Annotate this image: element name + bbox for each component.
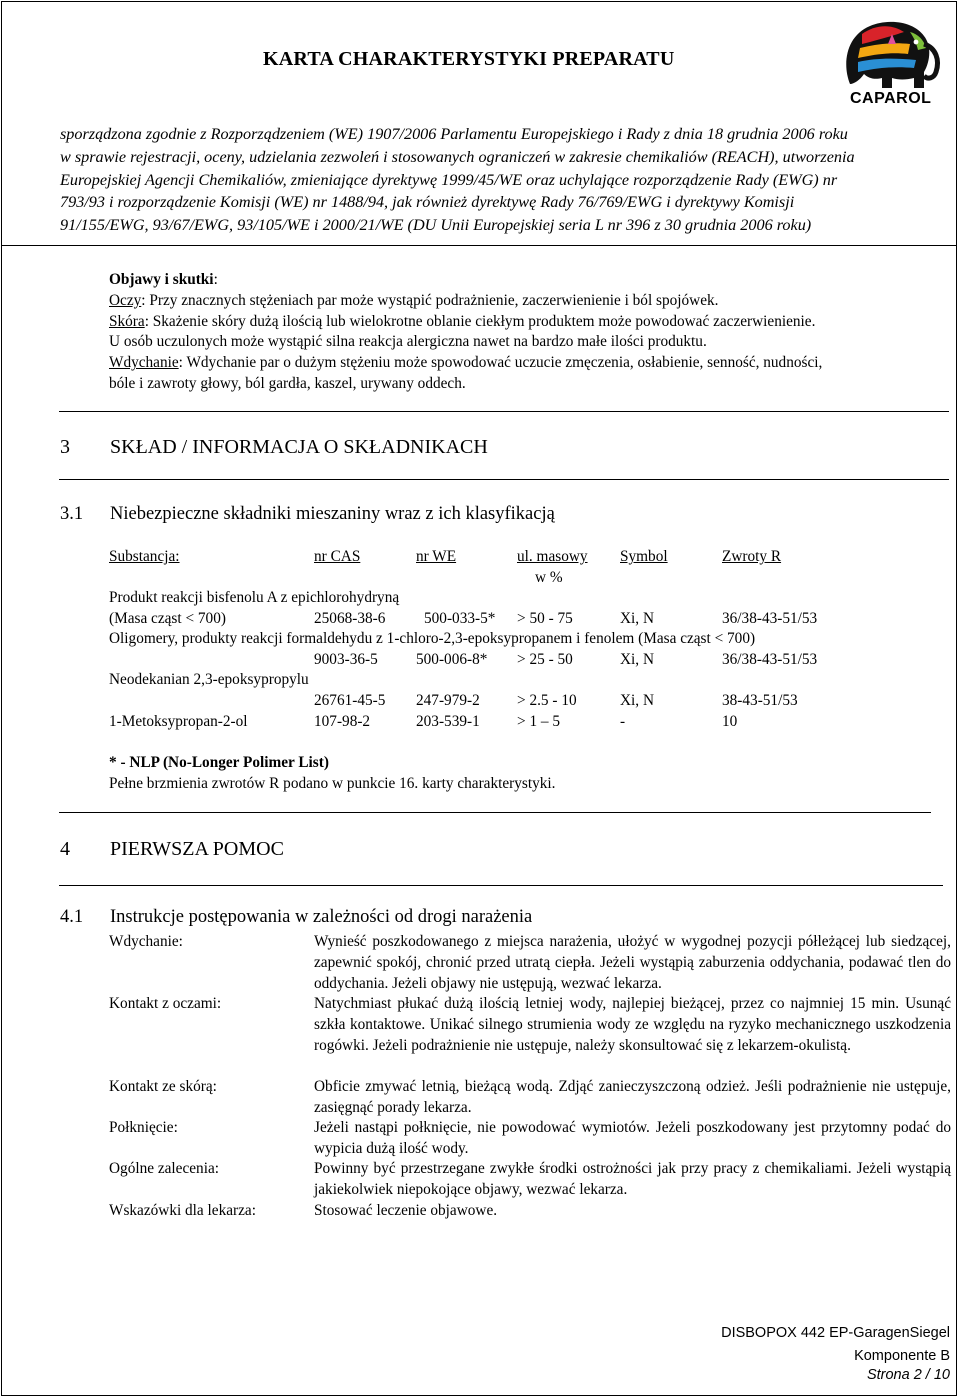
skin-text: : Skażenie skóry dużą ilością lub wielokrotne oblanie ciekłym produktem może powodować zaczerwienienie. xyxy=(144,312,816,330)
regulation-line: 793/93 i rozporządzenie Komisji (WE) nr 1488/94, jak również dyrektywę Rady 76/769/EWG i dyrektywy Komisji xyxy=(60,193,795,212)
section-divider xyxy=(59,411,949,412)
table-cell-cas: 26761-45-5 xyxy=(314,692,386,709)
section-4-title: PIERWSZA POMOC xyxy=(110,838,284,860)
first-aid-label-doctor: Wskazówki dla lekarza: xyxy=(109,1202,256,1219)
symptoms-heading-colon: : xyxy=(213,271,218,288)
table-cell-symbol: Xi, N xyxy=(620,610,654,627)
table-row-name: 1-Metoksypropan-2-ol xyxy=(109,713,248,730)
first-aid-text-inhalation: Wynieść poszkodowanego z miejsca narażenia, ułożyć w wygodnej pozycji półleżącej lub siedzącej, zapewnić spokój, chronić przed utratą ciepła. Jeżeli wystąpią zaburzenia oddychania, podawać tlen do oddychania. Jeżeli objawy nie ustępują, wezwać lekarza. xyxy=(314,933,951,992)
symptoms-block xyxy=(109,270,822,395)
table-cell-mass: > 50 - 75 xyxy=(517,610,573,627)
first-aid-label-general: Ogólne zalecenia: xyxy=(109,1160,219,1177)
table-cell-symbol: Xi, N xyxy=(620,651,654,668)
document-title: KARTA CHARAKTERYSTYKI PREPARATU xyxy=(263,48,675,70)
col-header-mass-unit: w % xyxy=(535,569,563,586)
table-cell-symbol: Xi, N xyxy=(620,692,654,709)
first-aid-label-eyes: Kontakt z oczami: xyxy=(109,995,222,1012)
eyes-label: Oczy xyxy=(109,291,142,309)
symptoms-heading: Objawy i skutki xyxy=(109,271,214,288)
first-aid-text-eyes: Natychmiast płukać dużą ilością letniej wody, najlepiej bieżącej, przez co najmniej 15 min. Usunąć szkła kontaktowe. Unikać silnego strumienia wody ze względu na ryzyko mechanicznego uszkodzenia rogówki. Jeżeli podrażnienie nie ustępuje, należy skonsultować się z lekarzem-okulistą. xyxy=(314,995,951,1054)
eyes-text: : Przy znacznych stężeniach par może wystąpić podrażnienie, zaczerwienienie i ból spojówek. xyxy=(141,291,719,309)
table-cell-cas: 25068-38-6 xyxy=(314,610,386,627)
first-aid-text-doctor: Stosować leczenie objawowe. xyxy=(314,1202,498,1219)
table-cell-we: 500-033-5* xyxy=(424,610,496,627)
inhalation-text: : Wdychanie par o dużym stężeniu może spowodować uczucie zmęczenia, osłabienie, senność, nudności, xyxy=(178,354,823,372)
col-header-substance: Substancja: xyxy=(109,548,180,565)
section-divider xyxy=(59,812,931,813)
first-aid-label-inhalation: Wdychanie: xyxy=(109,933,183,950)
subsection-3-1-title: Niebezpieczne składniki mieszaniny wraz z ich klasyfikacją xyxy=(110,504,555,524)
col-header-mass: ul. masowy xyxy=(517,548,588,565)
first-aid-text-general: Powinny być przestrzegane zwykłe środki ostrożności jak przy pracy z chemikaliami. Jeżeli wystąpią jakiekolwiek niepokojące objawy, wezwać lekarza. xyxy=(314,1160,951,1198)
footer-component: Komponente B xyxy=(854,1348,950,1364)
first-aid-label-swallowing: Połknięcie: xyxy=(109,1119,178,1136)
footer-product-name: DISBOPOX 442 EP-GaragenSiegel xyxy=(721,1325,950,1341)
r-phrases-note: Pełne brzmienia zwrotów R podano w punkcie 16. karty charakterystyki. xyxy=(109,775,556,792)
table-row-name-cont: (Masa cząst < 700) xyxy=(109,610,226,627)
inhalation-label: Wdychanie xyxy=(109,354,179,372)
table-row-name: Produkt reakcji bisfenolu A z epichlorohydryną xyxy=(109,589,400,606)
nlp-note: * - NLP (No-Longer Polimer List) xyxy=(109,754,329,771)
table-cell-cas: 107-98-2 xyxy=(314,713,371,730)
section-divider xyxy=(59,479,949,480)
allergy-text: U osób uczulonych może wystąpić silna reakcja alergiczna nawet na bardzo małe ilości produktu. xyxy=(109,333,707,351)
col-header-we: nr WE xyxy=(416,548,457,565)
subsection-4-1-number: 4.1 xyxy=(60,907,84,927)
regulation-line: sporządzona zgodnie z Rozporządzeniem (WE) 1907/2006 Parlamentu Europejskiego i Rady z dnia 18 grudnia 2006 roku xyxy=(60,125,848,143)
first-aid-label-skin: Kontakt ze skórą: xyxy=(109,1078,217,1095)
section-3-number: 3 xyxy=(60,436,70,458)
table-cell-r: 36/38-43-51/53 xyxy=(722,651,818,668)
col-header-cas: nr CAS xyxy=(314,548,361,565)
subsection-4-1-title: Instrukcje postępowania w zależności od drogi narażenia xyxy=(110,907,533,927)
regulation-line: Europejskiej Agencji Chemikaliów, zmieniające dyrektywę 1999/45/WE oraz uchylające rozporządzenie Rady (EWG) nr xyxy=(60,170,838,189)
first-aid-text-swallowing: Jeżeli nastąpi połknięcie, nie powodować wymiotów. Jeżeli poszkodowany jest przytomny podać do wypicia dużą ilość wody. xyxy=(314,1119,951,1157)
table-cell-we: 203-539-1 xyxy=(416,713,480,730)
table-cell-r: 10 xyxy=(722,713,738,730)
logo-wordmark: CAPAROL xyxy=(850,90,932,107)
caparol-logo xyxy=(832,14,948,112)
regulation-text xyxy=(60,123,855,237)
table-cell-we: 500-006-8* xyxy=(416,651,488,668)
table-cell-mass: > 25 - 50 xyxy=(517,651,573,668)
table-cell-r: 38-43-51/53 xyxy=(722,692,798,709)
col-header-symbol: Symbol xyxy=(620,548,668,565)
table-cell-cas: 9003-36-5 xyxy=(314,651,378,668)
header-divider xyxy=(1,245,957,246)
table-cell-mass: > 1 – 5 xyxy=(517,713,561,730)
regulation-line: 91/155/EWG, 93/67/EWG, 93/105/WE i 2000/21/WE (DU Unii Europejskiej seria L nr 396 z 30 grudnia 2006 roku) xyxy=(60,216,812,235)
footer-page-number: Strona 2 / 10 xyxy=(866,1367,950,1383)
table-cell-mass: > 2.5 - 10 xyxy=(517,692,577,709)
table-row-name: Oligomery, produkty reakcji formaldehydu z 1-chloro-2,3-epoksypropanem i fenolem (Masa cząst < 700) xyxy=(109,630,756,647)
skin-label: Skóra xyxy=(109,312,145,330)
regulation-line: w sprawie rejestracji, oceny, udzielania zezwoleń i stosowanych ograniczeń w zakresie chemikaliów (REACH), utworzenia xyxy=(60,147,855,166)
table-cell-r: 36/38-43-51/53 xyxy=(722,610,818,627)
table-row-name: Neodekanian 2,3-epoksypropylu xyxy=(109,671,309,688)
section-divider xyxy=(59,885,943,886)
table-cell-symbol: - xyxy=(620,713,626,730)
section-4-number: 4 xyxy=(60,838,70,860)
inhalation-text-cont: bóle i zawroty głowy, ból gardła, kaszel, urywany oddech. xyxy=(109,374,466,392)
section-3-title: SKŁAD / INFORMACJA O SKŁADNIKACH xyxy=(110,436,488,458)
table-cell-we: 247-979-2 xyxy=(416,692,480,709)
col-header-r: Zwroty R xyxy=(722,548,782,565)
first-aid-text-skin: Obficie zmywać letnią, bieżącą wodą. Zdjąć zanieczyszczoną odzież. Jeśli podrażnienie nie ustępuje, zasięgnąć porady lekarza. xyxy=(314,1078,951,1116)
subsection-3-1-number: 3.1 xyxy=(60,504,84,524)
